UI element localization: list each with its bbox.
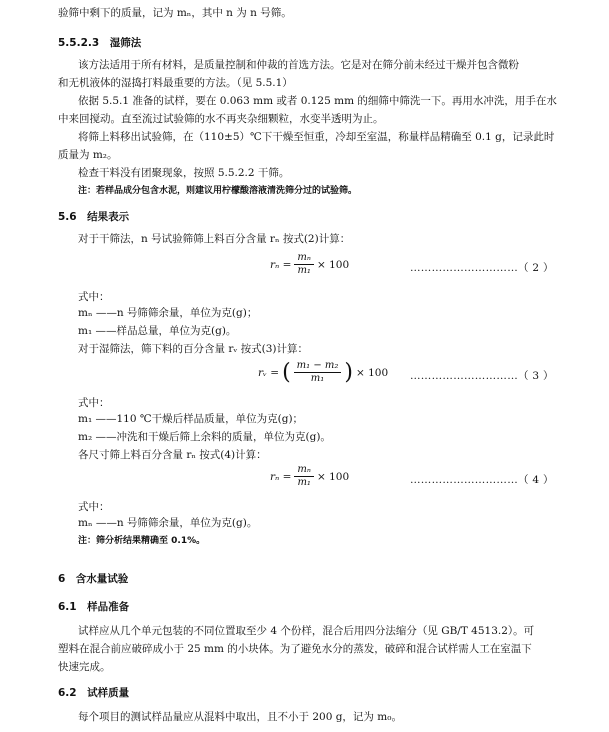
- paragraph-line: 对于干筛法，n 号试验筛筛上料百分含量 rₙ 按式(2)计算：: [78, 233, 351, 245]
- where-label: 式中：: [78, 291, 110, 303]
- variable-definition: mₙ ——n 号筛筛余量，单位为克(g)。: [78, 517, 258, 529]
- formula-rhs: × 100: [355, 366, 389, 379]
- formula-rhs: × 100: [316, 258, 350, 271]
- paragraph-line: 各尺寸筛上料百分含量 rₙ 按式(4)计算：: [78, 449, 267, 461]
- numerator: m₁ − m₂: [294, 360, 342, 373]
- paragraph-line: 塑料在混合前应破碎成小于 25 mm 的小块体。为了避免水分的蒸发，破碎和混合试样需人工在室温下: [58, 643, 532, 655]
- note: 注：若样品成分包含水泥，则建议用柠檬酸溶液清洗筛分过的试验筛。: [78, 186, 358, 196]
- variable-definition: mₙ ——n 号筛筛余量，单位为克(g)；: [78, 307, 258, 319]
- section-heading-6-2: 6.2 试样质量: [58, 687, 130, 699]
- right-paren: ): [344, 359, 353, 385]
- equation-number-3: …………………………（ 3 ）: [410, 370, 554, 382]
- paragraph-line: 对于湿筛法，筛下料的百分含量 rᵥ 按式(3)计算：: [78, 343, 308, 355]
- equation-number-4: …………………………（ 4 ）: [410, 474, 554, 486]
- paragraph-line: 质量为 m₂。: [58, 149, 118, 161]
- paragraph-line: 验筛中剩下的质量，记为 mₙ，其中 n 为 n 号筛。: [58, 7, 292, 19]
- left-paren: (: [282, 359, 291, 385]
- paragraph-line: 依据 5.5.1 准备的试样，要在 0.063 mm 或者 0.125 mm 的细筛中筛洗一下。再用水冲洗，用手在水: [78, 95, 557, 107]
- paragraph-line: 和无机液体的湿捣打料最重要的方法。（见 5.5.1）: [58, 77, 293, 89]
- paragraph-line: 快速完成。: [58, 661, 111, 673]
- denominator: m₁: [310, 373, 325, 384]
- section-heading-5-6: 5.6 结果表示: [58, 211, 130, 223]
- paragraph-line: 试样应从几个单元包装的不同位置取至少 4 个份样，混合后用四分法缩分（见 GB/T 4513.2）。可: [78, 625, 535, 637]
- where-label: 式中：: [78, 397, 110, 409]
- equation-number-2: …………………………（ 2 ）: [410, 262, 554, 274]
- formula-4: [270, 464, 349, 489]
- note: 注：筛分析结果精确至 0.1%。: [78, 536, 206, 546]
- paragraph-line: 中来回搅动。直至流过试验筛的水不再夹杂细颗粒，水变半透明为止。: [58, 113, 384, 125]
- section-heading-5-5-2-3: 5.5.2.3 湿筛法: [58, 37, 142, 49]
- paragraph-line: 检查干料没有团聚现象，按照 5.5.2.2 干筛。: [78, 167, 290, 179]
- section-heading-6-1: 6.1 样品准备: [58, 601, 130, 613]
- formula-rhs: × 100: [316, 470, 350, 483]
- section-heading-6: 6 含水量试验: [58, 573, 129, 585]
- paragraph-line: 每个项目的测试样品量应从混料中取出，且不小于 200 g，记为 m₀。: [78, 711, 402, 723]
- formula-2: [270, 252, 349, 277]
- variable-definition: m₁ ——样品总量，单位为克(g)。: [78, 325, 237, 337]
- variable-definition: m₂ ——冲洗和干燥后筛上余料的质量，单位为克(g)。: [78, 431, 331, 443]
- numerator: mₙ: [294, 464, 314, 477]
- formula-lhs: rᵥ =: [258, 366, 280, 379]
- paragraph-line: 该方法适用于所有材料，是质量控制和仲裁的首选方法。它是对在筛分前未经过干燥并包含微粉: [78, 59, 519, 71]
- fraction: [294, 252, 314, 277]
- denominator: m₁: [297, 477, 311, 488]
- fraction: [294, 360, 342, 385]
- formula-3: [258, 360, 388, 385]
- paragraph-line: 将筛上料移出试验筛，在（110±5）℃下干燥至恒重，冷却至室温，称量样品精确至 0.1 g，记录此时: [78, 131, 555, 143]
- variable-definition: m₁ ——110 ℃干燥后样品质量，单位为克(g)；: [78, 413, 304, 425]
- where-label: 式中：: [78, 501, 110, 513]
- fraction: [294, 464, 314, 489]
- formula-lhs: rₙ =: [270, 470, 292, 483]
- numerator: mₙ: [294, 252, 314, 265]
- formula-lhs: rₙ =: [270, 258, 292, 271]
- denominator: m₁: [297, 265, 311, 276]
